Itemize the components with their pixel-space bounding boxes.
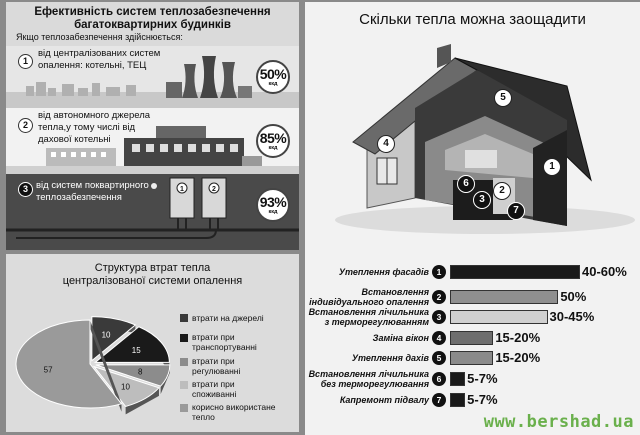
svg-text:1: 1 <box>180 186 184 193</box>
saving-2-bar <box>450 290 558 304</box>
legend-3-line2: регулюванні <box>192 366 241 376</box>
row-1-number: 1 <box>18 54 33 69</box>
row-1-line1: від централізованих систем <box>38 48 161 59</box>
saving-5-bar <box>450 351 493 365</box>
svg-text:2: 2 <box>212 186 216 193</box>
saving-3-value: 30-45% <box>549 309 595 324</box>
house-marker-7: 7 <box>507 202 525 220</box>
saving-7-value: 5-7% <box>467 392 498 407</box>
house-marker-4: 4 <box>377 135 395 153</box>
savings-title: Скільки тепла можна заощадити <box>359 11 586 28</box>
row-3-number: 3 <box>18 182 33 197</box>
house-cutaway-illustration <box>305 30 640 245</box>
heat-loss-title-line1: Структура втрат тепла <box>94 262 211 274</box>
row-1-band <box>6 46 299 108</box>
house-marker-2: 2 <box>493 182 511 200</box>
legend-swatch-5 <box>180 404 188 412</box>
row-3-percent: 93% <box>259 194 287 210</box>
house-marker-6: 6 <box>457 175 475 193</box>
house-marker-3: 3 <box>473 191 491 209</box>
saving-4-value: 15-20% <box>495 330 541 345</box>
row-1-percent: 50% <box>259 66 287 82</box>
pie-slice-label-5: 57 <box>43 365 53 375</box>
saving-2-label-line1: Встановлення <box>361 287 429 297</box>
saving-1-bar <box>450 265 580 279</box>
row-2-efficiency-badge <box>256 124 290 158</box>
saving-5-label-line1: Утеплення дахів <box>351 353 429 363</box>
saving-6-bar <box>450 372 465 386</box>
saving-3-label <box>305 307 429 327</box>
saving-5-number: 5 <box>432 351 446 365</box>
row-3-efficiency-badge <box>256 188 290 222</box>
legend-swatch-1 <box>180 314 188 322</box>
saving-4-label-line1: Заміна вікон <box>372 333 429 343</box>
savings-panel <box>305 2 640 435</box>
row-3-band <box>6 174 299 250</box>
row-2-line1: від автономного джерела <box>38 110 151 121</box>
legend-label-3 <box>192 356 240 376</box>
saving-6-label-line1: Встановлення лічильника <box>308 369 429 379</box>
legend-label-4 <box>192 379 236 399</box>
saving-7-label <box>305 395 429 405</box>
legend-label-1 <box>192 313 264 323</box>
row-2-percent: 85% <box>259 130 287 146</box>
row-2-line3: дахової котельні <box>38 134 111 145</box>
saving-6-value: 5-7% <box>467 371 498 386</box>
row-1-kkd-label: ккд <box>268 81 278 87</box>
legend-1-line1: втрати на джерелі <box>192 313 264 323</box>
legend-4-line1: втрати при <box>192 379 235 389</box>
house-marker-1: 1 <box>543 158 561 176</box>
saving-2-number: 2 <box>432 290 446 304</box>
pie-slice-label-1: 10 <box>101 330 111 340</box>
efficiency-intro: Якщо теплозабезпечення здійснюється: <box>16 32 183 42</box>
house-marker-5: 5 <box>494 89 512 107</box>
saving-6-number: 6 <box>432 372 446 386</box>
heat-loss-pie-chart <box>8 292 178 432</box>
saving-2-label-line2: індивідуального опалення <box>309 297 429 307</box>
row-2-kkd-label: ккд <box>268 145 278 151</box>
row-3-line2: теплозабезпечення <box>36 192 122 203</box>
legend-5-line2: тепло <box>192 412 215 422</box>
saving-3-number: 3 <box>432 310 446 324</box>
legend-swatch-2 <box>180 334 188 342</box>
row-1-efficiency-badge <box>256 60 290 94</box>
saving-7-bar <box>450 393 465 407</box>
legend-swatch-4 <box>180 381 188 389</box>
saving-4-label <box>305 333 429 343</box>
saving-7-label-line1: Капремонт підвалу <box>339 395 429 405</box>
saving-4-bar <box>450 331 493 345</box>
saving-6-label <box>305 369 429 389</box>
legend-2-line2: транспортуванні <box>192 342 257 352</box>
legend-4-line2: споживанні <box>192 389 237 399</box>
pie-slice-label-2: 15 <box>131 345 141 355</box>
saving-3-label-line1: Встановлення лічильника <box>308 307 429 317</box>
saving-1-value: 40-60% <box>582 264 627 279</box>
efficiency-title-line2: багатоквартирних будинків <box>74 19 231 31</box>
saving-1-number: 1 <box>432 265 446 279</box>
legend-swatch-3 <box>180 358 188 366</box>
row-2-band <box>6 108 299 174</box>
saving-3-bar <box>450 310 548 324</box>
saving-2-label <box>305 287 429 307</box>
row-2-line2: тепла,у тому числі від <box>38 122 136 133</box>
saving-1-label-line1: Утеплення фасадів <box>338 267 429 277</box>
saving-5-value: 15-20% <box>495 350 541 365</box>
legend-label-5 <box>192 402 276 422</box>
heat-loss-panel <box>6 254 299 432</box>
pie-slice-label-3: 8 <box>138 367 143 377</box>
legend-label-2 <box>192 332 257 352</box>
row-3-line1: від систем поквартирного <box>36 180 149 191</box>
row-2-number: 2 <box>18 118 33 133</box>
saving-4-number: 4 <box>432 331 446 345</box>
legend-3-line1: втрати при <box>192 356 235 366</box>
saving-6-label-line2: без терморегулювання <box>320 379 429 389</box>
pie-slice-label-4: 10 <box>121 382 130 392</box>
watermark: www.bershad.ua <box>483 412 634 432</box>
saving-7-number: 7 <box>432 393 446 407</box>
row-1-line2: опалення: котельні, ТЕЦ <box>38 60 147 71</box>
saving-3-label-line2: з терморегулюванням <box>324 317 429 327</box>
efficiency-title-line1: Ефективність систем теплозабезпечення <box>34 6 271 18</box>
legend-2-line1: втрати при <box>192 332 235 342</box>
efficiency-panel <box>6 2 299 250</box>
saving-1-label <box>305 267 429 277</box>
saving-2-value: 50% <box>560 289 587 304</box>
saving-5-label <box>305 353 429 363</box>
legend-5-line1: корисно використане <box>192 402 276 412</box>
row-3-kkd-label: ккд <box>268 209 278 215</box>
heat-loss-title-line2: централізованої системи опалення <box>62 275 243 287</box>
